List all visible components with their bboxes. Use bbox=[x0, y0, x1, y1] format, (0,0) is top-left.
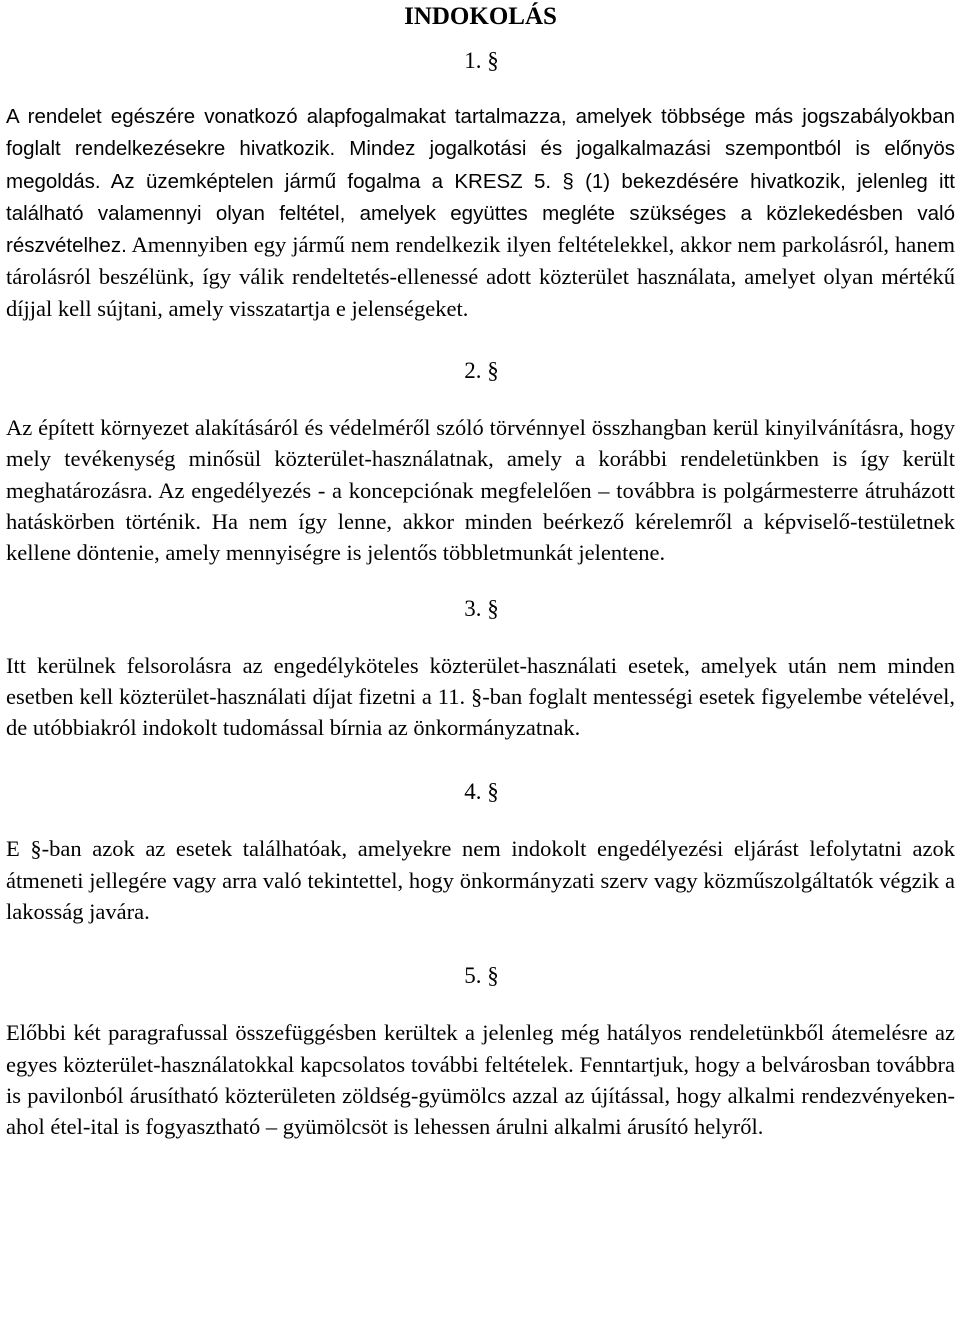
section-4-body: E §-ban azok az esetek találhatóak, amelyekre nem indokolt engedélyezési eljárást lefolytatni azok átmeneti jellegére vagy arra való tekintettel, hogy önkormányzati szerv vagy közműszolgáltatók végzik a lakosság javára. bbox=[6, 836, 955, 925]
section-1-body-part1: A rendelet egészére vonatkozó alapfogalmakat tartalmazza, amelyek többsége más jogszabályokban foglalt rendelkezésekre hivatkozik. Mindez jogalkotási és jogalkalmazási szempontból is előnyös megoldás. Az üzemképtelen jármű fogalma a KRESZ 5. § (1) bekezdésére hivatkozik, jelenleg itt található valamennyi olyan feltétel, amelyek együttes megléte szükséges a közlekedésben való részvételhez. bbox=[6, 105, 955, 258]
section-3-heading: 3. § bbox=[464, 595, 499, 621]
section-1-body-part2: Amennyiben egy jármű nem rendelkezik ilyen feltételekkel, akkor nem parkolásról, hanem tárolásról beszélünk, így válik rendeltetés-ellenessé adott közterület használata, amelyet olyan mértékű díjjal kell sújtani, amely visszatartja e jelenségeket. bbox=[6, 232, 955, 321]
section-5-body: Előbbi két paragrafussal összefüggésben kerültek a jelenleg még hatályos rendeletünkből átemelésre az egyes közterület-használatokkal kapcsolatos további feltételek. Fenntartjuk, hogy a belvárosban továbbra is pavilonból árusítható közterületen zöldség-gyümölcs azzal az újítással, hogy alkalmi rendezvényeken- ahol étel-ital is fogyasztható – gyümölcsöt is lehessen árulni alkalmi árusító helyről. bbox=[6, 1020, 955, 1140]
section-5-heading: 5. § bbox=[464, 963, 499, 989]
section-2-body: Az épített környezet alakításáról és védelméről szóló törvénnyel összhangban kerül kinyilvánításra, hogy mely tevékenység minősül közterület-használatnak, amely a korábbi rendeletünkben is így került meghatározásra. Az engedélyezés - a koncepciónak megfelelően – továbbra is polgármesterre átruházott hatáskörben történik. Ha nem így lenne, akkor minden beérkező kérelemről a képviselő-testületnek kellene döntenie, amely mennyiségre is jelentős többletmunkát jelentene. bbox=[6, 415, 955, 566]
document-page bbox=[6, 0, 955, 1143]
section-1-body bbox=[6, 100, 955, 324]
document-title: INDOKOLÁS bbox=[404, 3, 557, 30]
section-4-heading: 4. § bbox=[464, 779, 499, 805]
section-3-body: Itt kerülnek felsorolásra az engedélyköteles közterület-használati esetek, amelyek után nem minden esetben kell közterület-használati díjat fizetni a 11. §-ban foglalt mentességi esetek figyelembe vételével, de utóbbiakról indokolt tudomással bírnia az önkormányzatnak. bbox=[6, 652, 955, 741]
section-2-heading: 2. § bbox=[464, 358, 499, 384]
section-1-heading: 1. § bbox=[464, 48, 499, 73]
